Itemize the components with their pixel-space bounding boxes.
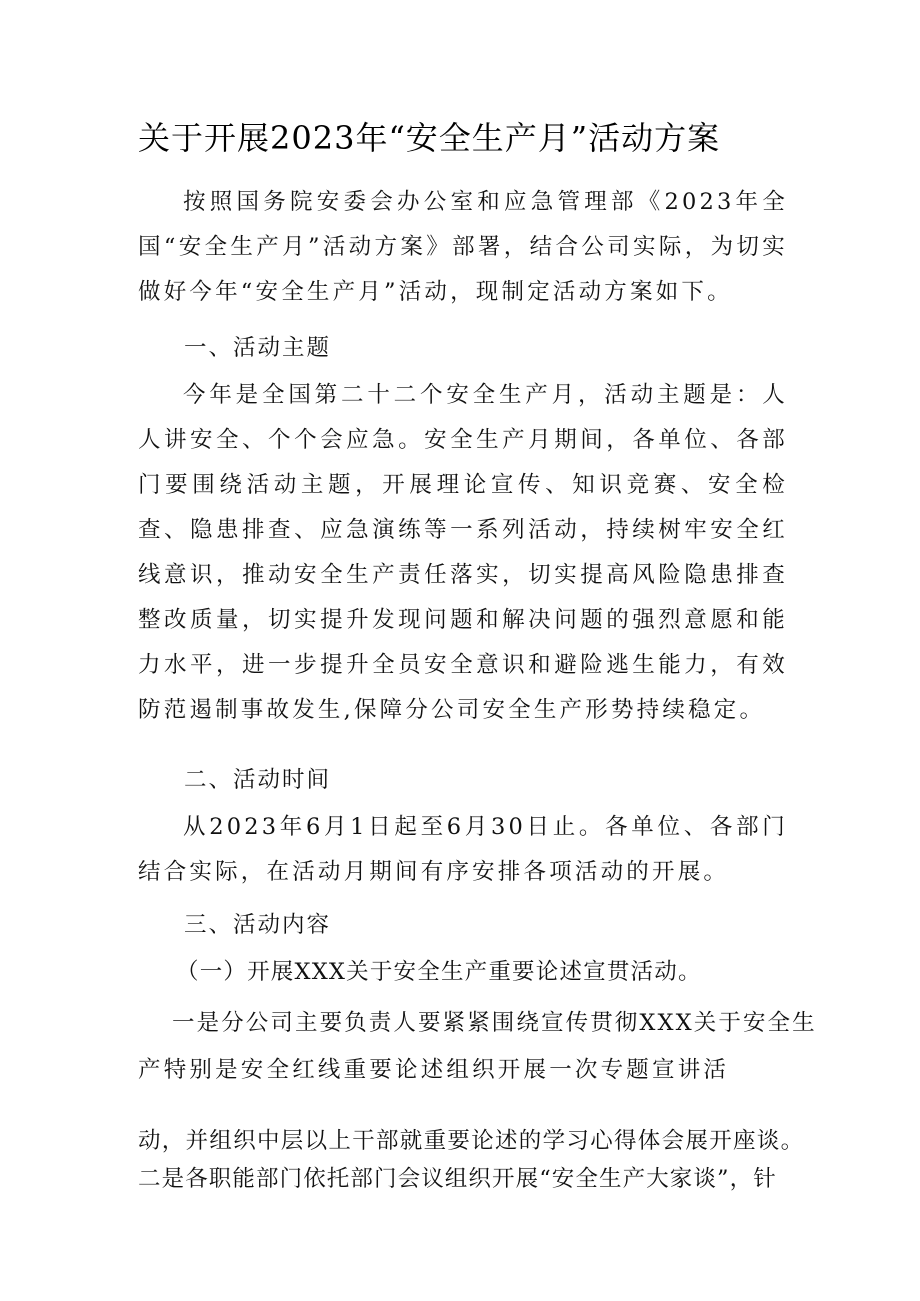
section-3-subheading: （一）开展XXX关于安全生产重要论述宣贯活动。 (176, 959, 702, 985)
section-1-heading: 一、活动主题 (184, 335, 332, 361)
section-2-body: 从2023年6月1日起至6月30日止。各单位、各部门结合实际，在活动月期间有序安排各项活动的开展。 (138, 814, 788, 885)
section-3-para2-line1: 动，并组织中层以上干部就重要论述的学习心得体会展开座谈。 (138, 1128, 805, 1154)
section-2-heading: 二、活动时间 (184, 767, 332, 793)
intro-paragraph: 按照国务院安委会办公室和应急管理部《2023年全国“安全生产月”活动方案》部署，结合公司实际，为切实做好今年“安全生产月”活动，现制定活动方案如下。 (138, 189, 788, 305)
section-3-heading: 三、活动内容 (184, 912, 332, 938)
document-title: 关于开展2023年“安全生产月”活动方案 (138, 119, 721, 157)
section-1-body: 今年是全国第二十二个安全生产月，活动主题是：人人讲安全、个个会应急。安全生产月期间，各单位、各部门要围绕活动主题，开展理论宣传、知识竞赛、安全检查、隐患排查、应急演练等一系列活动，持续树牢安全红线意识，推动安全生产责任落实，切实提高风险隐患排查整改质量，切实提升发现问题和解决问题的强烈意愿和能力水平，进一步提升全员安全意识和避险逃生能力，有效防范遏制事故发生,保障分公司安全生产形势持续稳定。 (138, 382, 788, 723)
section-3-para1-line2: 产特别是安全红线重要论述组织开展一次专题宣讲活 (138, 1057, 730, 1083)
section-3-para1-line1: 一是分公司主要负责人要紧紧围绕宣传贯彻XXX关于安全生 (172, 1010, 817, 1036)
section-3-para2-line2: 二是各职能部门依托部门会议组织开展“安全生产大家谈”，针 (138, 1166, 777, 1192)
